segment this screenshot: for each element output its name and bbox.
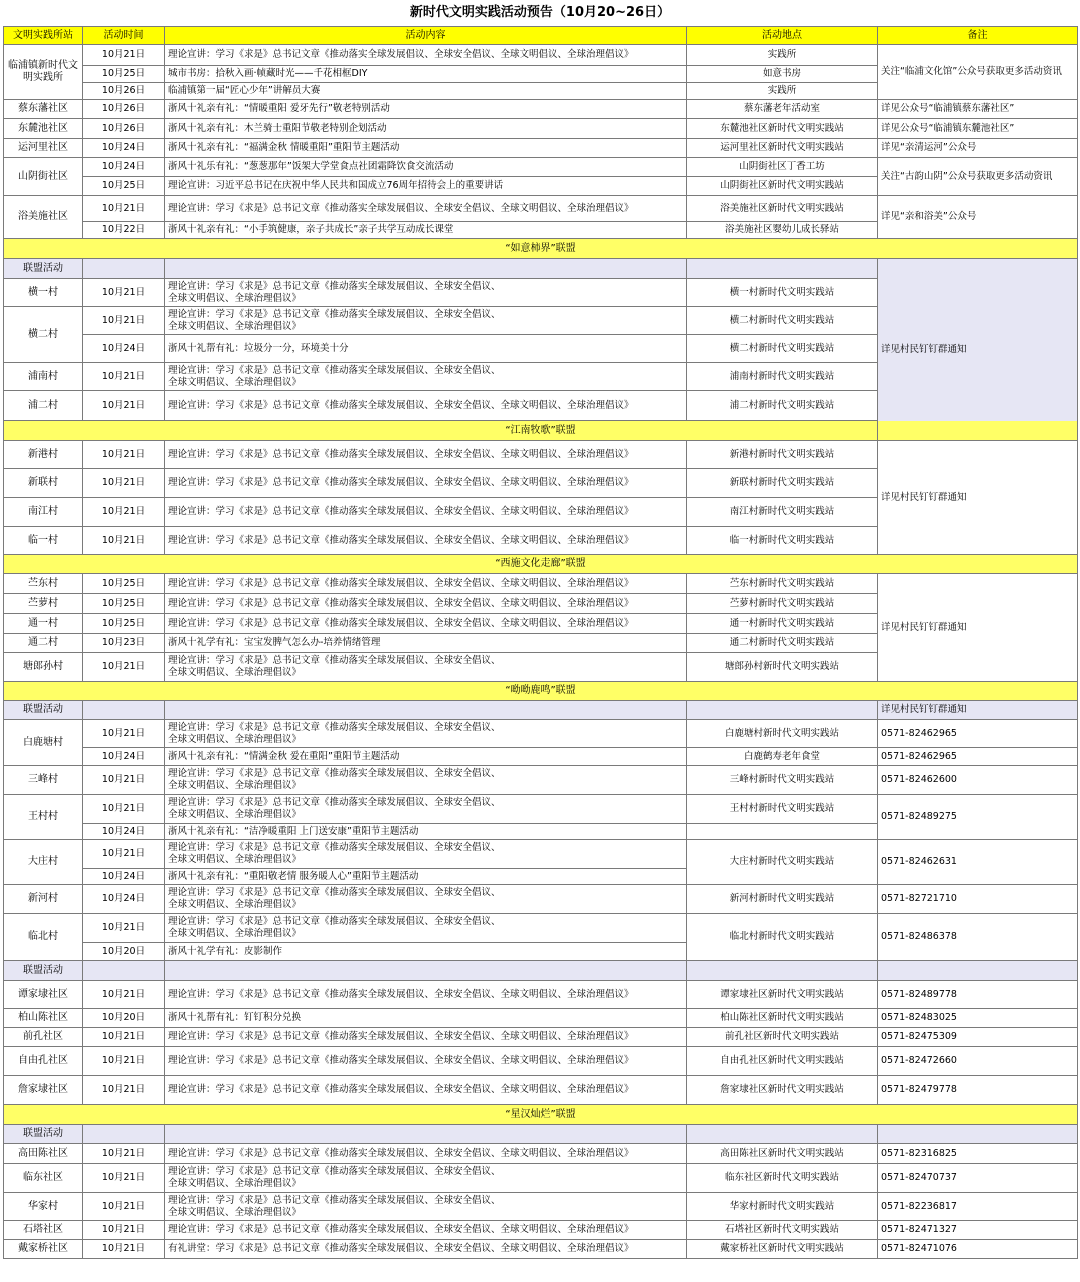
table-cell: 10月21日 [83, 1164, 165, 1193]
table-cell: 临东社区新时代文明实践站 [687, 1164, 878, 1193]
table-cell: 横二村 [4, 307, 83, 363]
table-cell: 理论宣讲：学习《求是》总书记文章《推动落实全球发展倡议、全球安全倡议、 全球文明倡议、全球治理倡议》 [165, 1193, 687, 1221]
table-cell: 浙风十礼乐有礼：“葱葱那年”饭架大学堂食点社团霜降饮食交流活动 [165, 158, 687, 177]
table-cell: 10月21日 [83, 363, 165, 391]
table-cell: 理论宣讲：学习《求是》总书记文章《推动落实全球发展倡议、全球安全倡议、全球文明倡议、全球治理倡议》 [165, 614, 687, 634]
table-cell: 浦二村新时代文明实践站 [687, 391, 878, 421]
table-cell: 理论宣讲：学习《求是》总书记文章《推动落实全球发展倡议、全球安全倡议、 全球文明倡议、全球治理倡议》 [165, 653, 687, 682]
table-cell: 10月24日 [83, 869, 165, 885]
column-header-note: 备注 [878, 27, 1078, 45]
table-cell: 10月21日 [83, 1144, 165, 1164]
table-cell: 理论宣讲：学习《求是》总书记文章《推动落实全球发展倡议、全球安全倡议、全球文明倡议、全球治理倡议》 [165, 1028, 687, 1047]
table-cell: 通一村 [4, 614, 83, 634]
alliance-activity-row [4, 701, 1078, 720]
table-cell: 10月21日 [83, 391, 165, 421]
table-cell: 运河里社区新时代文明实践站 [687, 139, 878, 158]
table-cell: 理论宣讲：学习《求是》总书记文章《推动落实全球发展倡议、全球安全倡议、全球文明倡议、全球治理倡议》 [165, 1076, 687, 1105]
table-cell [878, 961, 1078, 981]
table-cell: 戴家桥社区新时代文明实践站 [687, 1240, 878, 1259]
table-cell: 关注“临浦文化馆”公众号获取更多活动资讯 [878, 45, 1078, 100]
table-row [4, 840, 1078, 869]
table-cell: 浙风十礼亲有礼：“情满金秋 爱在重阳”重阳节主题活动 [165, 748, 687, 766]
table-cell: 详见村民钉钉群通知 [878, 441, 1078, 555]
table-cell [687, 1125, 878, 1144]
table-row [4, 196, 1078, 222]
table-cell: 0571-82479778 [878, 1076, 1078, 1105]
table-cell: 大庄村 [4, 840, 83, 885]
table-cell: 10月24日 [83, 885, 165, 914]
table-cell: 苎东村 [4, 574, 83, 594]
table-row [4, 981, 1078, 1009]
table-cell: 详见公众号“临浦镇蔡东藩社区” [878, 100, 1078, 119]
table-row [4, 1028, 1078, 1047]
table-cell: 浙风十礼亲有礼：“福满金秋 情暖重阳”重阳节主题活动 [165, 139, 687, 158]
table-cell: 10月24日 [83, 335, 165, 363]
table-cell: 王村村新时代文明实践站 [687, 795, 878, 824]
sheet-title: 新时代文明实践活动预告（10月20~26日） [409, 5, 671, 20]
table-cell: 新河村 [4, 885, 83, 914]
table-cell: 新河村新时代文明实践站 [687, 885, 878, 914]
table-row [4, 1047, 1078, 1076]
table-cell: 戴家桥社区 [4, 1240, 83, 1259]
table-cell [165, 701, 687, 720]
alliance-title: “西施文化走廊”联盟 [4, 555, 1078, 574]
table-cell: 详见“亲清运河”公众号 [878, 139, 1078, 158]
table-cell: 10月25日 [83, 66, 165, 83]
alliance-title: “呦呦鹿鸣”联盟 [4, 682, 1078, 701]
table-cell: 10月22日 [83, 222, 165, 239]
table-cell: 浙风十礼帮有礼：钉钉积分兑换 [165, 1009, 687, 1028]
alliance-activity-row [4, 961, 1078, 981]
table-cell: 华家村新时代文明实践站 [687, 1193, 878, 1221]
table-cell: 10月21日 [83, 45, 165, 66]
table-cell: 0571-82471076 [878, 1240, 1078, 1259]
table-row [4, 1193, 1078, 1221]
table-cell: 10月21日 [83, 1028, 165, 1047]
table-cell: 新港村新时代文明实践站 [687, 441, 878, 469]
table-cell [165, 961, 687, 981]
table-cell: 横二村新时代文明实践站 [687, 335, 878, 363]
table-cell: 关注“古韵山阴”公众号获取更多活动资讯 [878, 158, 1078, 196]
activity-table-body [4, 27, 1078, 1259]
table-cell [687, 259, 878, 279]
table-cell: 浦南村 [4, 363, 83, 391]
table-cell: 新联村新时代文明实践站 [687, 469, 878, 498]
table-cell: 10月21日 [83, 527, 165, 555]
table-cell: 10月25日 [83, 574, 165, 594]
table-cell: 0571-82462965 [878, 720, 1078, 748]
table-cell: 理论宣讲：学习《求是》总书记文章《推动落实全球发展倡议、全球安全倡议、全球文明倡议、全球治理倡议》 [165, 981, 687, 1009]
table-cell [687, 961, 878, 981]
table-cell: 浴美施社区 [4, 196, 83, 239]
table-cell: 三峰村 [4, 766, 83, 795]
table-cell: 0571-82316825 [878, 1144, 1078, 1164]
table-cell: 0571-82462631 [878, 840, 1078, 885]
table-cell: 0571-82472660 [878, 1047, 1078, 1076]
table-cell: 苎东村新时代文明实践站 [687, 574, 878, 594]
table-cell: 山阴街社区新时代文明实践站 [687, 177, 878, 196]
table-cell: 横一村新时代文明实践站 [687, 279, 878, 307]
table-row [4, 1240, 1078, 1259]
table-cell: 前孔社区新时代文明实践站 [687, 1028, 878, 1047]
table-cell: 浴美施社区新时代文明实践站 [687, 196, 878, 222]
table-cell: 10月26日 [83, 119, 165, 139]
alliance-title: “江南牧歌”联盟 [4, 421, 1078, 441]
table-row [4, 574, 1078, 594]
table-cell: 石塔社区 [4, 1221, 83, 1240]
table-cell: 通二村新时代文明实践站 [687, 634, 878, 653]
table-cell [83, 259, 165, 279]
table-cell: 联盟活动 [4, 961, 83, 981]
table-row [4, 748, 1078, 766]
table-cell: 三峰村新时代文明实践站 [687, 766, 878, 795]
column-header-location: 活动地点 [687, 27, 878, 45]
table-cell: 0571-82721710 [878, 885, 1078, 914]
table-cell: 理论宣讲：学习《求是》总书记文章《推动落实全球发展倡议、全球安全倡议、全球文明倡议、全球治理倡议》 [165, 45, 687, 66]
table-cell: 详见村民钉钉群通知 [878, 701, 1078, 720]
table-cell: 南江村新时代文明实践站 [687, 498, 878, 527]
table-cell: 10月21日 [83, 1076, 165, 1105]
table-cell: 10月20日 [83, 1009, 165, 1028]
table-cell: 联盟活动 [4, 701, 83, 720]
table-cell: 浴美施社区婴幼儿成长驿站 [687, 222, 878, 239]
table-cell: 前孔社区 [4, 1028, 83, 1047]
alliance-activity-row [4, 259, 1078, 279]
table-cell: 华家村 [4, 1193, 83, 1221]
table-cell: 临一村 [4, 527, 83, 555]
table-cell: 通一村新时代文明实践站 [687, 614, 878, 634]
table-cell: 10月21日 [83, 795, 165, 824]
table-cell: 石塔社区新时代文明实践站 [687, 1221, 878, 1240]
table-cell [165, 259, 687, 279]
table-row [4, 100, 1078, 119]
table-cell: 10月21日 [83, 498, 165, 527]
table-row [4, 1076, 1078, 1105]
table-cell: 理论宣讲：学习《求是》总书记文章《推动落实全球发展倡议、全球安全倡议、 全球文明倡议、全球治理倡议》 [165, 307, 687, 335]
alliance-activity-row [4, 1125, 1078, 1144]
table-row [4, 914, 1078, 943]
table-cell [878, 1125, 1078, 1144]
table-cell: 谭家埭社区 [4, 981, 83, 1009]
table-cell: 0571-82462965 [878, 748, 1078, 766]
table-cell: 理论宣讲：学习《求是》总书记文章《推动落实全球发展倡议、全球安全倡议、全球文明倡议、全球治理倡议》 [165, 498, 687, 527]
table-cell: 0571-82236817 [878, 1193, 1078, 1221]
table-cell: 联盟活动 [4, 259, 83, 279]
table-row [4, 720, 1078, 748]
table-cell: 10月21日 [83, 766, 165, 795]
table-cell: 10月21日 [83, 720, 165, 748]
table-cell: 实践所 [687, 83, 878, 100]
table-cell: 理论宣讲：学习《求是》总书记文章《推动落实全球发展倡议、全球安全倡议、全球文明倡议、全球治理倡议》 [165, 594, 687, 614]
table-cell: 10月21日 [83, 840, 165, 869]
table-row [4, 1009, 1078, 1028]
alliance-header-row [4, 682, 1078, 701]
table-cell: 0571-82471327 [878, 1221, 1078, 1240]
table-cell: 详见公众号“临浦镇东麓池社区” [878, 119, 1078, 139]
table-cell: 浙风十礼学有礼：宝宝发脾气怎么办-培养情绪管理 [165, 634, 687, 653]
table-cell: 10月24日 [83, 748, 165, 766]
table-cell: 详见“亲和浴美”公众号 [878, 196, 1078, 239]
table-cell: 临北村 [4, 914, 83, 961]
activity-table [3, 26, 1078, 1259]
table-cell: 10月24日 [83, 139, 165, 158]
table-cell: 塘郎孙村 [4, 653, 83, 682]
table-cell: 高田陈社区 [4, 1144, 83, 1164]
table-cell: 浙风十礼亲有礼：木兰骑士重阳节敬老特别企划活动 [165, 119, 687, 139]
table-cell [83, 1125, 165, 1144]
table-cell: 新港村 [4, 441, 83, 469]
table-cell: 理论宣讲：学习《求是》总书记文章《推动落实全球发展倡议、全球安全倡议、 全球文明倡议、全球治理倡议》 [165, 795, 687, 824]
table-cell: 0571-82489778 [878, 981, 1078, 1009]
table-cell: 南江村 [4, 498, 83, 527]
table-cell: 白鹿塘村新时代文明实践站 [687, 720, 878, 748]
table-cell: 运河里社区 [4, 139, 83, 158]
table-cell: 临浦镇第一届“匠心少年”讲解员大赛 [165, 83, 687, 100]
table-cell: 理论宣讲：学习《求是》总书记文章《推动落实全球发展倡议、全球安全倡议、全球文明倡议、全球治理倡议》 [165, 1221, 687, 1240]
table-cell: 浙风十礼亲有礼：“重阳敬老情 服务暖人心”重阳节主题活动 [165, 869, 687, 885]
table-cell: 横二村新时代文明实践站 [687, 307, 878, 335]
table-cell: 10月21日 [83, 441, 165, 469]
table-row [4, 766, 1078, 795]
table-cell: 苎萝村 [4, 594, 83, 614]
table-cell: 理论宣讲：学习《求是》总书记文章《推动落实全球发展倡议、全球安全倡议、全球文明倡议、全球治理倡议》 [165, 196, 687, 222]
table-cell: 理论宣讲：学习《求是》总书记文章《推动落实全球发展倡议、全球安全倡议、全球文明倡议、全球治理倡议》 [165, 574, 687, 594]
table-cell: 10月21日 [83, 981, 165, 1009]
table-cell: 理论宣讲：学习《求是》总书记文章《推动落实全球发展倡议、全球安全倡议、全球文明倡议、全球治理倡议》 [165, 391, 687, 421]
table-row [4, 45, 1078, 66]
table-row [4, 1221, 1078, 1240]
table-cell: 浦南村新时代文明实践站 [687, 363, 878, 391]
table-cell: 高田陈社区新时代文明实践站 [687, 1144, 878, 1164]
table-cell: 10月21日 [83, 1240, 165, 1259]
alliance-title: “星汉灿烂”联盟 [4, 1105, 1078, 1125]
table-cell: 0571-82486378 [878, 914, 1078, 961]
table-cell: 0571-82483025 [878, 1009, 1078, 1028]
header-row [4, 27, 1078, 45]
table-cell: 10月23日 [83, 634, 165, 653]
table-cell: 有礼讲堂：学习《求是》总书记文章《推动落实全球发展倡议、全球安全倡议、全球文明倡议、全球治理倡议》 [165, 1240, 687, 1259]
table-cell: 理论宣讲：学习《求是》总书记文章《推动落实全球发展倡议、全球安全倡议、全球文明倡议、全球治理倡议》 [165, 527, 687, 555]
table-cell [687, 701, 878, 720]
table-cell: 0571-82489275 [878, 795, 1078, 840]
table-cell: 10月20日 [83, 943, 165, 961]
table-cell: 10月21日 [83, 1047, 165, 1076]
table-cell: 10月21日 [83, 469, 165, 498]
table-cell [83, 701, 165, 720]
table-cell: 理论宣讲：学习《求是》总书记文章《推动落实全球发展倡议、全球安全倡议、 全球文明倡议、全球治理倡议》 [165, 885, 687, 914]
table-cell: 浦二村 [4, 391, 83, 421]
table-cell: 理论宣讲：习近平总书记在庆祝中华人民共和国成立76周年招待会上的重要讲话 [165, 177, 687, 196]
table-cell: 浙风十礼亲有礼：“洁净暖重阳 上门送安康”重阳节主题活动 [165, 824, 687, 840]
table-cell: 临浦镇新时代文明实践所 [4, 45, 83, 100]
table-cell: 理论宣讲：学习《求是》总书记文章《推动落实全球发展倡议、全球安全倡议、 全球文明倡议、全球治理倡议》 [165, 914, 687, 943]
table-row [4, 441, 1078, 469]
table-cell: 临东社区 [4, 1164, 83, 1193]
alliance-header-row [4, 555, 1078, 574]
table-cell: 浙风十礼亲有礼：“小手筑健康，亲子共成长”亲子共学互动成长课堂 [165, 222, 687, 239]
table-cell: 白鹿鹤寿老年食堂 [687, 748, 878, 766]
alliance-header-row [4, 1105, 1078, 1125]
table-cell: 自由孔社区 [4, 1047, 83, 1076]
table-row [4, 1144, 1078, 1164]
table-cell: 大庄村新时代文明实践站 [687, 840, 878, 885]
table-cell: 东麓池社区新时代文明实践站 [687, 119, 878, 139]
table-cell: 10月21日 [83, 279, 165, 307]
table-row [4, 885, 1078, 914]
table-cell [83, 961, 165, 981]
table-cell: 理论宣讲：学习《求是》总书记文章《推动落实全球发展倡议、全球安全倡议、全球文明倡议、全球治理倡议》 [165, 1047, 687, 1076]
table-cell: 王村村 [4, 795, 83, 840]
table-cell: 柏山陈社区新时代文明实践站 [687, 1009, 878, 1028]
table-cell: 通二村 [4, 634, 83, 653]
alliance-header-row [4, 239, 1078, 259]
table-cell: 东麓池社区 [4, 119, 83, 139]
table-cell: 10月21日 [83, 653, 165, 682]
table-cell: 0571-82462600 [878, 766, 1078, 795]
alliance-header-row [4, 421, 1078, 441]
table-cell: 实践所 [687, 45, 878, 66]
table-cell: 理论宣讲：学习《求是》总书记文章《推动落实全球发展倡议、全球安全倡议、 全球文明倡议、全球治理倡议》 [165, 279, 687, 307]
table-row [4, 1164, 1078, 1193]
table-cell: 詹家埭社区新时代文明实践站 [687, 1076, 878, 1105]
column-header-content: 活动内容 [165, 27, 687, 45]
table-cell: 柏山陈社区 [4, 1009, 83, 1028]
table-cell: 10月25日 [83, 594, 165, 614]
table-cell: 10月21日 [83, 914, 165, 943]
table-cell: 临北村新时代文明实践站 [687, 914, 878, 961]
table-cell: 理论宣讲：学习《求是》总书记文章《推动落实全球发展倡议、全球安全倡议、 全球文明倡议、全球治理倡议》 [165, 363, 687, 391]
table-cell: 10月24日 [83, 824, 165, 840]
table-row [4, 795, 1078, 824]
column-header-station: 文明实践所站 [4, 27, 83, 45]
table-cell: 10月25日 [83, 614, 165, 634]
table-cell: 10月21日 [83, 196, 165, 222]
table-cell: 蔡东藩社区 [4, 100, 83, 119]
table-cell: 10月21日 [83, 307, 165, 335]
table-cell: 浙风十礼亲有礼：“情暖重阳 爱牙先行”敬老特别活动 [165, 100, 687, 119]
table-cell: 10月26日 [83, 83, 165, 100]
table-cell: 浙风十礼帮有礼：垃圾分一分，环境美十分 [165, 335, 687, 363]
table-cell: 理论宣讲：学习《求是》总书记文章《推动落实全球发展倡议、全球安全倡议、全球文明倡议、全球治理倡议》 [165, 469, 687, 498]
table-cell: 如意书房 [687, 66, 878, 83]
table-cell: 10月21日 [83, 1221, 165, 1240]
table-cell: 理论宣讲：学习《求是》总书记文章《推动落实全球发展倡议、全球安全倡议、 全球文明倡议、全球治理倡议》 [165, 1164, 687, 1193]
table-cell: 理论宣讲：学习《求是》总书记文章《推动落实全球发展倡议、全球安全倡议、 全球文明倡议、全球治理倡议》 [165, 766, 687, 795]
table-cell: 详见村民钉钉群通知 [878, 574, 1078, 682]
table-row [4, 139, 1078, 158]
table-cell: 蔡东藩老年活动室 [687, 100, 878, 119]
table-cell: 联盟活动 [4, 1125, 83, 1144]
table-cell: 10月25日 [83, 177, 165, 196]
table-cell [165, 1125, 687, 1144]
table-cell: 新联村 [4, 469, 83, 498]
table-cell: 理论宣讲：学习《求是》总书记文章《推动落实全球发展倡议、全球安全倡议、 全球文明倡议、全球治理倡议》 [165, 720, 687, 748]
table-cell: 10月21日 [83, 1193, 165, 1221]
table-cell: 山阴街社区丁香工坊 [687, 158, 878, 177]
column-header-date: 活动时间 [83, 27, 165, 45]
table-cell: 横一村 [4, 279, 83, 307]
table-cell: 自由孔社区新时代文明实践站 [687, 1047, 878, 1076]
table-cell: 详见村民钉钉群通知 [878, 259, 1078, 441]
table-cell: 理论宣讲：学习《求是》总书记文章《推动落实全球发展倡议、全球安全倡议、全球文明倡议、全球治理倡议》 [165, 441, 687, 469]
table-row [4, 158, 1078, 177]
table-cell: 白鹿塘村 [4, 720, 83, 766]
table-cell: 詹家埭社区 [4, 1076, 83, 1105]
table-cell: 10月26日 [83, 100, 165, 119]
table-cell: 10月24日 [83, 158, 165, 177]
table-cell: 塘郎孙村新时代文明实践站 [687, 653, 878, 682]
table-cell: 谭家埭社区新时代文明实践站 [687, 981, 878, 1009]
table-cell: 浙风十礼学有礼：皮影制作 [165, 943, 687, 961]
alliance-title: “如意柿界”联盟 [4, 239, 1078, 259]
table-cell: 临一村新时代文明实践站 [687, 527, 878, 555]
table-cell: 山阴街社区 [4, 158, 83, 196]
table-cell: 苎萝村新时代文明实践站 [687, 594, 878, 614]
table-row [4, 119, 1078, 139]
table-cell: 理论宣讲：学习《求是》总书记文章《推动落实全球发展倡议、全球安全倡议、 全球文明倡议、全球治理倡议》 [165, 840, 687, 869]
table-cell: 0571-82470737 [878, 1164, 1078, 1193]
table-cell: 理论宣讲：学习《求是》总书记文章《推动落实全球发展倡议、全球安全倡议、全球文明倡议、全球治理倡议》 [165, 1144, 687, 1164]
table-cell [687, 824, 878, 840]
table-cell: 0571-82475309 [878, 1028, 1078, 1047]
table-cell: 城市书房：拾秋入画·帧藏时光——千花相框DIY [165, 66, 687, 83]
